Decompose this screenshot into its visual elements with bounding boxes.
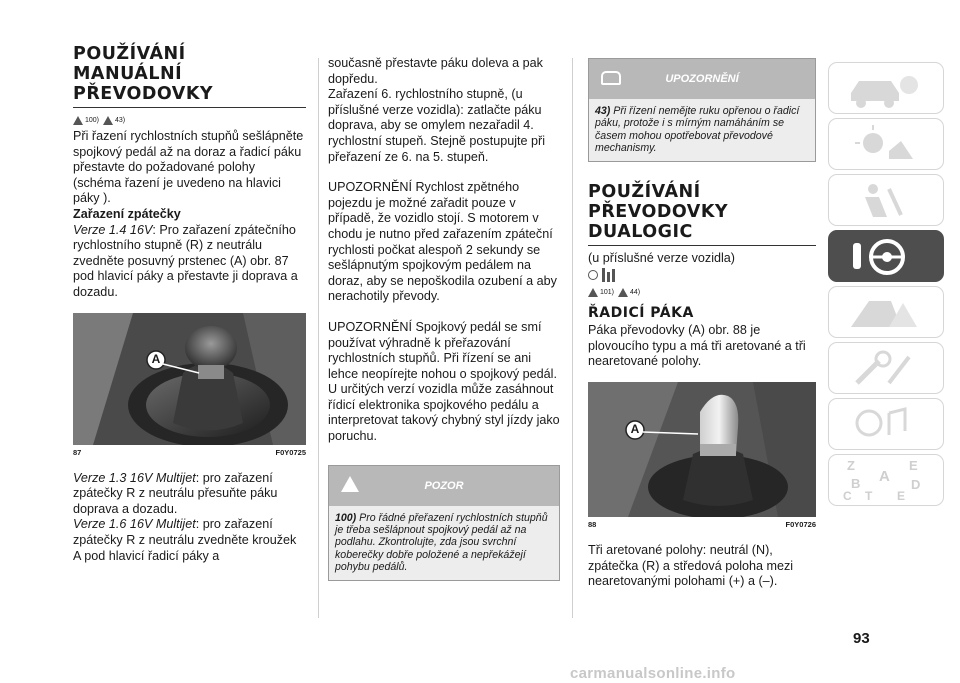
index-letter: Z	[847, 458, 855, 473]
subheading-reverse: Zařazení zpátečky	[73, 206, 181, 221]
sidebar-item-car-info[interactable]	[828, 62, 944, 114]
figure-label: A	[151, 351, 161, 366]
service-tools-icon	[829, 343, 945, 395]
figure-87-photo	[73, 313, 306, 445]
index-letter: B	[851, 476, 861, 491]
subheading-lever: ŘADICÍ PÁKA	[588, 305, 694, 322]
version-label: Verze 1.4 16V	[73, 222, 153, 237]
multijet-16-paragraph	[73, 517, 306, 564]
index-letter: E	[909, 458, 918, 473]
reverse-paragraph	[73, 223, 306, 301]
title-line: PŘEVODOVKY	[73, 84, 214, 104]
warning-lights-icon	[829, 119, 945, 171]
caution-triangle-icon	[618, 288, 628, 297]
paragraph: UPOZORNĚNÍ Spojkový pedál se smí používat výhradně k přeřazování rychlostních stupňů. Při řízení se ani lehce neopírejte nohou o spojkový pedál. U určitých verzí vozidla může zasáhnout řídicí elektronika spojkového pedálu a interpretovat takový chybný styl jízdy jako poruchu.	[328, 319, 560, 444]
warning-triangle-icon	[341, 476, 359, 492]
sidebar-item-emergency[interactable]	[828, 286, 944, 338]
warning-refs	[73, 116, 306, 125]
dualogic-lever-image	[588, 382, 816, 517]
road-hazard-icon	[829, 287, 945, 339]
index-letter: A	[879, 468, 890, 485]
paragraph: současně přestavte páku doleva a pak dopředu.	[328, 56, 543, 86]
box-number: 43)	[595, 105, 611, 117]
upozorneni-box	[588, 58, 816, 162]
box-text: Při řízení nemějte ruku opřenou o řadicí páku, protože i s mírným namáháním se časem mohou opotřebovat převodové mechanismy.	[595, 105, 800, 155]
warning-refs	[588, 288, 816, 297]
caution-triangle-icon	[103, 116, 113, 125]
figure-code: F0Y0725	[275, 447, 306, 457]
intro-paragraph: Při řazení rychlostních stupňů sešlápněte spojkový pedál až na doraz a řadicí páku přestavte do požadované polohy (schéma řazení je uvedeno na hlavici páky ).	[73, 129, 304, 206]
box-text: Pro řádné přeřazení rychlostních stupňů je třeba sešlápnout spojkový pedál až na podlahu. Zkontrolujte, zda jsou svrchní koberečky dobře položené a nepřekážejí pohybu pedálů.	[335, 511, 548, 574]
car-warning-icon	[601, 71, 621, 85]
sidebar-item-warning-lights[interactable]	[828, 118, 944, 170]
figure-label: A	[630, 422, 640, 436]
box-title: UPOZORNĚNÍ	[665, 73, 739, 85]
box-body	[329, 506, 559, 580]
column-divider	[318, 58, 319, 618]
title-rule	[588, 245, 816, 246]
sidebar-item-maintenance[interactable]	[828, 342, 944, 394]
box-body	[589, 99, 815, 161]
page-number: 93	[853, 630, 870, 647]
index-letter: E	[897, 489, 906, 503]
ref-number: 100)	[85, 117, 100, 124]
paragraph: Páka převodovky (A) obr. 88 je plovoucího typu a má tři aretované a tři nearetované polohy.	[588, 323, 806, 369]
box-number: 100)	[335, 511, 357, 524]
column-divider	[572, 58, 573, 618]
ref-number: 44)	[630, 289, 641, 297]
version-note: (u příslušné verze vozidla)	[588, 250, 735, 265]
key-steering-icon	[829, 231, 945, 283]
column-1	[73, 44, 306, 564]
multijet-13-text: : pro zařazení zpátečky R z neutrálu přesuňte páku doprava a dozadu.	[73, 470, 278, 516]
title-line: POUŽÍVÁNÍ	[73, 44, 186, 64]
section-title-manual	[73, 44, 306, 104]
multijet-13-paragraph	[73, 471, 306, 518]
box-header	[329, 466, 559, 506]
title-line: PŘEVODOVKY	[588, 201, 729, 222]
figure-87-caption	[73, 448, 306, 457]
index-letter: C	[843, 489, 852, 503]
title-line: POUŽÍVÁNÍ	[588, 181, 701, 202]
title-rule	[73, 107, 306, 108]
paragraph: UPOZORNĚNÍ Rychlost zpětného pojezdu je možné zařadit pouze v případě, že vozidlo stojí. S motorem v chodu je nutno před zařazením zpáteční rychlosti počkat alespoň 2 sekundy se sešlápnutým spojkovým pedálem na doraz, aby se nepoškodila ozubení a aby nerachotily převody.	[328, 180, 557, 304]
dualogic-icon	[588, 268, 622, 282]
column-3	[588, 58, 816, 590]
ref-number: 101)	[600, 289, 615, 297]
warning-triangle-icon	[73, 116, 83, 125]
figure-88-caption	[588, 520, 816, 529]
title-line: MANUÁLNÍ	[73, 64, 183, 84]
sidebar-item-index[interactable]	[828, 454, 944, 506]
paragraph: Zařazení 6. rychlostního stupně, (u příslušné verze vozidla): zatlačte páku doprava, aby se omylem nezařadil 4. rychlostní stupeň. Stejně postupujte při přeřazení ze 6. na 5. stupeň.	[328, 87, 546, 164]
reverse-text: : Pro zařazení zpátečního rychlostního stupně (R) z neutrálu zvedněte posuvný prstenec (A) obr. 87 pod hlavicí páky a přestavte ji doprava a dozadu.	[73, 222, 298, 299]
figure-88-photo	[588, 382, 816, 517]
gear-lever-image	[73, 313, 306, 445]
sidebar-item-safety[interactable]	[828, 174, 944, 226]
warning-triangle-icon	[588, 288, 598, 297]
version-label: Verze 1.6 16V Multijet	[73, 517, 196, 532]
box-title: POZOR	[424, 479, 464, 492]
ref-number: 43)	[115, 117, 126, 124]
figure-number: 87	[73, 447, 82, 457]
figure-code: F0Y0726	[785, 520, 816, 529]
version-label: Verze 1.3 16V Multijet	[73, 470, 196, 485]
car-info-icon	[829, 63, 945, 115]
column-2	[328, 56, 560, 581]
section-title-dualogic	[588, 182, 816, 242]
sidebar-item-starting-driving[interactable]	[828, 230, 944, 282]
title-line: DUALOGIC	[588, 221, 693, 242]
pozor-box	[328, 465, 560, 581]
index-letter: D	[911, 477, 921, 492]
seat-airbag-icon	[829, 175, 945, 227]
index-letter: T	[865, 489, 873, 503]
watermark: carmanualsonline.info	[570, 665, 736, 682]
paragraph: Tři aretované polohy: neutrál (N), zpátečka (R) a středová poloha mezi nearetovanými polohami (+) a (–).	[588, 543, 794, 589]
media-icon	[829, 399, 945, 451]
box-header	[589, 59, 815, 99]
multijet-16-text: : pro zařazení zpátečky R z neutrálu zvedněte kroužek A pod hlavicí řadicí páky a	[73, 517, 297, 563]
figure-number: 88	[588, 520, 597, 529]
sidebar-item-multimedia[interactable]	[828, 398, 944, 450]
